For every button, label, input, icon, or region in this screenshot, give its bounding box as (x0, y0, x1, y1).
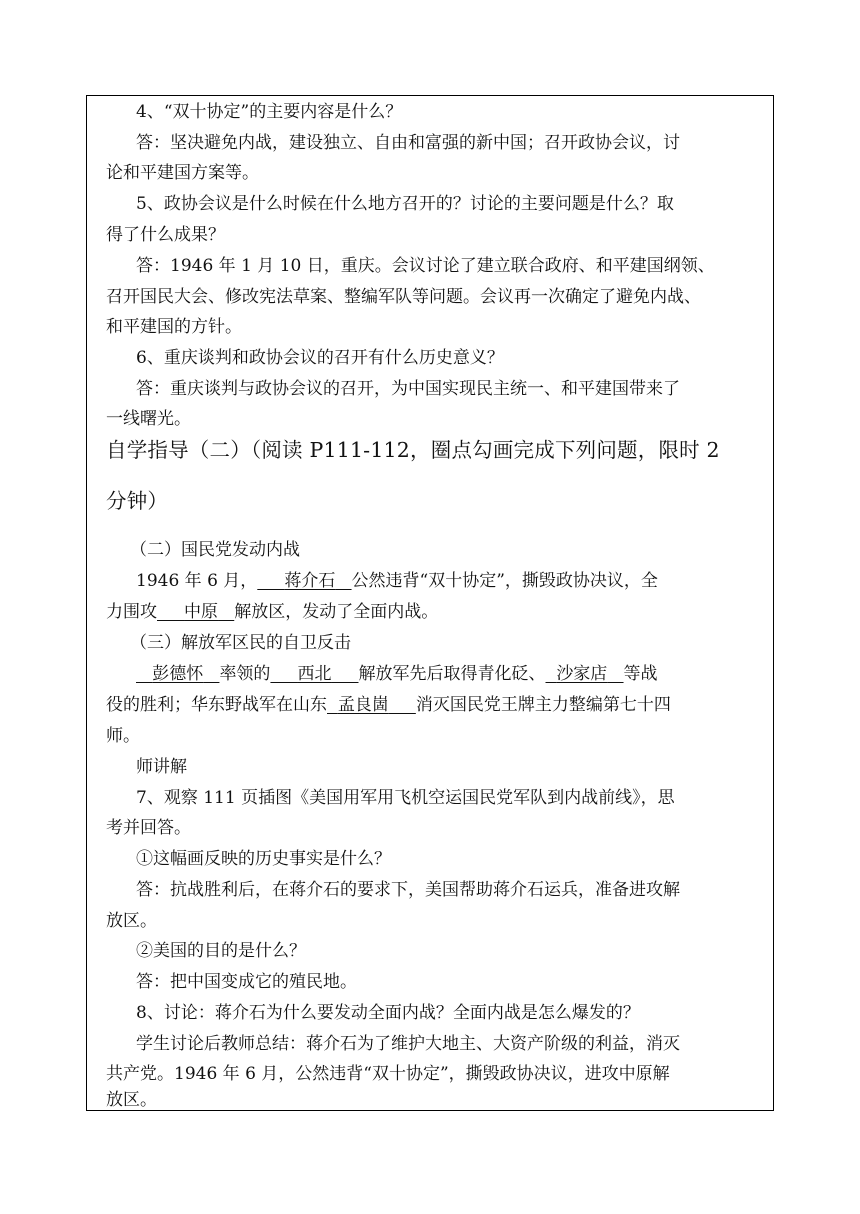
section-3-title: （三）解放军区民的自卫反击 (130, 633, 351, 653)
section-2-line-1 (136, 571, 766, 591)
answer-5-line-3: 和平建国的方针。 (106, 317, 242, 337)
text-segment: 解放军先后取得青化砭、 (358, 664, 546, 684)
teacher-explains-label: 师讲解 (136, 757, 187, 777)
text-segment: 公然违背“双十协定”，撕毁政协决议，全 (351, 571, 658, 591)
section-3-line-2 (106, 695, 766, 715)
text-segment: 率领的 (219, 664, 271, 684)
sub-question-1: ①这幅画反映的历史事实是什么？ (136, 849, 391, 869)
guide-heading-line-2: 分钟） (106, 489, 169, 513)
answer-4-line-1: 答：坚决避免内战，建设独立、自由和富强的新中国；召开政协会议，讨 (136, 133, 680, 153)
sub-answer-1-line-2: 放区。 (106, 911, 157, 931)
fill-blank-menglianggu: 孟良崮 (337, 695, 389, 715)
section-2-title: （二）国民党发动内战 (130, 540, 300, 560)
question-8: 8、讨论：蒋介石为什么要发动全面内战？全面内战是怎么爆发的？ (136, 1003, 640, 1023)
answer-8-line-2: 共产党。1946 年 6 月，公然违背“双十协定”，撕毁政协决议，进攻中原解 (106, 1064, 670, 1084)
question-6: 6、重庆谈判和政协会议的召开有什么历史意义？ (136, 348, 504, 368)
section-3-line-1 (136, 664, 766, 684)
fill-blank-northwest: 西北 (297, 664, 332, 684)
sub-answer-2: 答：把中国变成它的殖民地。 (136, 972, 357, 992)
sub-question-2: ②美国的目的是什么？ (136, 941, 306, 961)
text-segment: 1946 年 6 月， (136, 571, 258, 591)
question-7-line-1: 7、观察 111 页插图《美国用军用飞机空运国民党军队到内战前线》，思 (136, 788, 675, 808)
answer-6-line-1: 答：重庆谈判与政协会议的召开，为中国实现民主统一、和平建国带来了 (136, 379, 680, 399)
section-3-line-3: 师。 (106, 726, 140, 746)
answer-5-line-2: 召开国民大会、修改宪法草案、整编军队等问题。会议再一次确定了避免内战、 (106, 287, 701, 307)
fill-blank-chiang-kai-shek: 蒋介石 (284, 571, 336, 591)
question-5-line-1: 5、政协会议是什么时候在什么地方召开的？讨论的主要问题是什么？取 (136, 194, 674, 214)
answer-8-line-1: 学生讨论后教师总结：蒋介石为了维护大地主、大资产阶级的利益，消灭 (136, 1034, 680, 1054)
text-segment: 解放区，发动了全面内战。 (234, 602, 439, 622)
text-segment: 役的胜利；华东野战军在山东 (106, 695, 327, 715)
text-segment: 力围攻 (106, 602, 157, 622)
question-4: 4、“双十协定”的主要内容是什么？ (136, 102, 403, 122)
question-7-line-2: 考并回答。 (106, 818, 191, 838)
section-2-line-2 (106, 602, 766, 622)
answer-6-line-2: 一线曙光。 (106, 409, 191, 429)
fill-blank-central-plains: 中原 (184, 602, 219, 622)
fill-blank-shajiadian: 沙家店 (556, 664, 608, 684)
fill-blank-peng-dehuai: 彭德怀 (152, 664, 204, 684)
guide-heading-line-1: 自学指导（二）（阅读 P111-112，圈点勾画完成下列问题，限时 2 (106, 438, 720, 462)
answer-4-line-2: 论和平建国方案等。 (106, 163, 259, 183)
sub-answer-1-line-1: 答：抗战胜利后，在蒋介石的要求下，美国帮助蒋介石运兵，准备进攻解 (136, 880, 680, 900)
text-segment: 消灭国民党王牌主力整编第七十四 (415, 695, 671, 715)
question-5-line-2: 得了什么成果？ (106, 225, 225, 245)
answer-8-line-3: 放区。 (106, 1090, 157, 1110)
text-segment: 等战 (623, 664, 658, 684)
answer-5-line-1: 答：1946 年 1 月 10 日，重庆。会议讨论了建立联合政府、和平建国纲领、 (136, 256, 715, 276)
